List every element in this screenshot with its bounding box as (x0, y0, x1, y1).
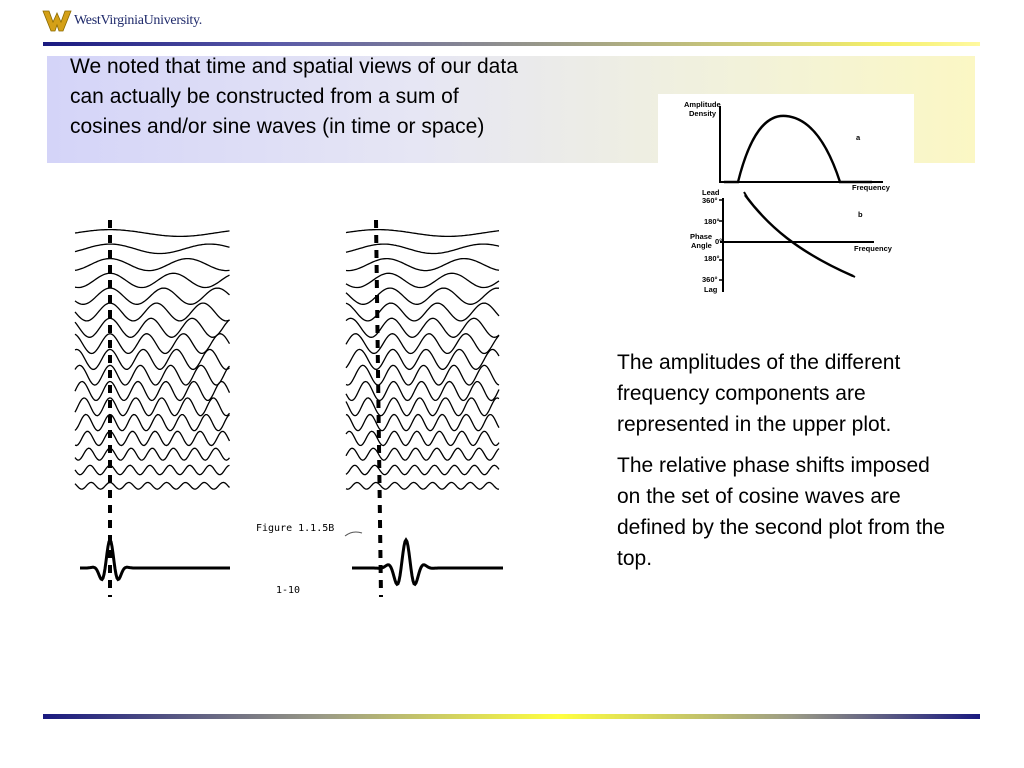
cosine-component (75, 465, 230, 474)
explanation-text (617, 347, 957, 584)
phase-label: Phase (690, 232, 713, 241)
cosine-component (75, 382, 230, 401)
wv-logo-icon (42, 8, 72, 34)
cosine-waves-right (346, 230, 499, 490)
cosine-waves-left (75, 230, 230, 490)
cosine-component (346, 415, 499, 431)
logo-text: WestVirginiaUniversity. (74, 13, 203, 28)
curve-b-label: b (858, 210, 863, 219)
summed-wavelet-left (80, 540, 230, 580)
density-label: Density (689, 109, 717, 118)
amplitude-explanation: The amplitudes of the different frequency components are represented in the upper plot. (617, 351, 901, 436)
cosine-component (75, 318, 230, 337)
cosine-component (346, 273, 499, 287)
wvu-logo (42, 8, 222, 36)
figure-label: Figure 1.1.5B (256, 523, 335, 534)
wave-synthesis-figure (60, 205, 510, 615)
phase-zero-label: 0° (715, 237, 723, 246)
phase-360-bottom-label: 360° (702, 275, 718, 284)
cosine-component (75, 415, 230, 431)
cosine-component (346, 398, 499, 416)
footer-rule (43, 714, 980, 719)
lead-label: Lead (702, 188, 720, 197)
cosine-component (75, 244, 230, 253)
amplitude-label: Amplitude (684, 100, 721, 109)
phase-explanation: The relative phase shifts imposed on the set of cosine waves are defined by the second plot from the top. (617, 454, 946, 570)
cosine-component (346, 448, 499, 460)
cosine-component (346, 230, 499, 237)
frequency-axis-label-bottom: Frequency (854, 244, 892, 253)
phase-180-top-label: 180° (704, 217, 720, 226)
cosine-component (75, 288, 230, 304)
phase-360-top-label: 360° (702, 196, 718, 205)
cosine-component (346, 431, 499, 445)
amplitude-axes (720, 106, 883, 182)
cosine-component (346, 482, 499, 489)
summed-wavelet-right (352, 540, 503, 584)
page-number-label: 1-10 (276, 585, 301, 596)
cosine-component (75, 349, 230, 369)
header-rule (43, 42, 980, 46)
slide-title: We noted that time and spatial views of our data can actually be constructed from a sum of cosines and/or sine waves (in time or space) (70, 55, 518, 138)
cosine-component (75, 259, 230, 271)
curve-a-label: a (856, 133, 861, 142)
amplitude-phase-figure (658, 94, 914, 302)
angle-label: Angle (691, 241, 712, 250)
lag-label: Lag (704, 285, 718, 294)
frequency-axis-label-top: Frequency (852, 183, 890, 192)
cosine-component (346, 259, 499, 271)
cosine-component (75, 230, 230, 237)
cosine-component (346, 465, 499, 474)
cosine-component (346, 244, 499, 253)
cosine-component (75, 365, 230, 385)
cosine-component (75, 431, 230, 445)
cosine-component (75, 482, 230, 489)
cosine-component (75, 273, 230, 287)
cosine-component (75, 448, 230, 460)
cosine-component (346, 288, 499, 304)
amplitude-curve (724, 116, 872, 182)
phase-curve (745, 195, 853, 276)
phase-180-bottom-label: 180° (704, 254, 720, 263)
